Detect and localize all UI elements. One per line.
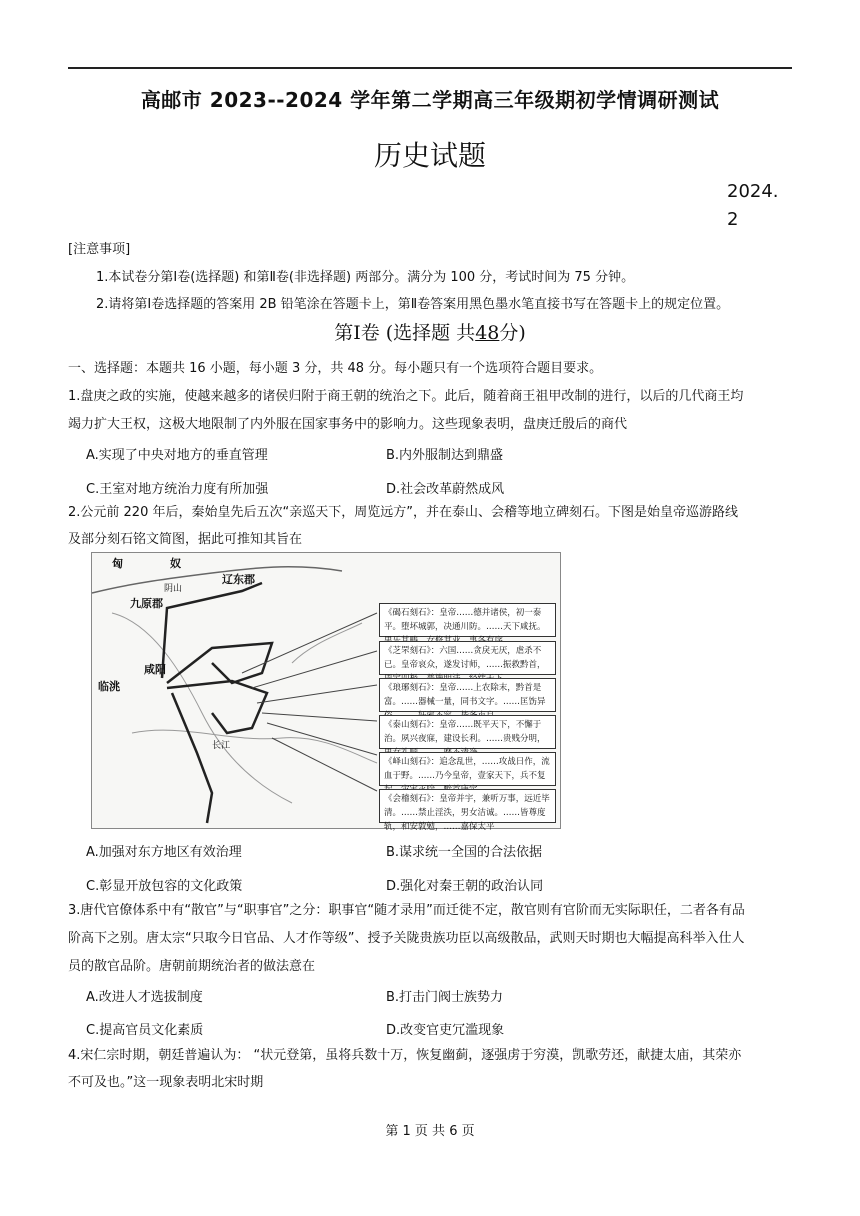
section-suffix: 分) bbox=[499, 322, 526, 344]
q3-option-a: A.改进人才选拔制度 bbox=[86, 990, 203, 1005]
map-label-lintao: 临洮 bbox=[98, 680, 120, 693]
q1-option-d: D.社会改革蔚然成风 bbox=[386, 482, 505, 497]
q3-line2: 阶高下之别。唐太宗“只取今日官品、人才作等级”、授予关陇贵族功臣以高级散品，武则天时期也大幅提高科举入仕人 bbox=[68, 931, 745, 946]
tour-route-map-figure bbox=[91, 552, 561, 832]
q4-line1: 4.宋仁宗时期，朝廷普遍认为： “状元登第，虽将兵数十万，恢复幽蓟，逐强虏于穷漠，凯歌劳还，献捷太庙，其荣亦 bbox=[68, 1048, 742, 1063]
inscription-langya: 《琅琊刻石》：皇帝……上农除末，黔首是富。……器械一量，同书文字。……匡饬异 bbox=[379, 678, 556, 712]
great-wall-line bbox=[92, 567, 342, 593]
instructions: 一、选择题：本题共 16 小题，每小题 3 分，共 48 分。每小题只有一个选项符合题目要求。 bbox=[68, 361, 603, 376]
route-southwest bbox=[172, 693, 212, 823]
map-label-jiuyuan: 九原郡 bbox=[130, 597, 163, 610]
map-label-xiong: 匈 bbox=[112, 557, 123, 570]
q2-option-b: B.谋求统一全国的合法依据 bbox=[386, 845, 543, 860]
map-label-liaodong: 辽东郡 bbox=[222, 573, 255, 586]
subject-title: 历史试题 bbox=[373, 139, 486, 172]
route-south bbox=[167, 681, 267, 733]
q3-option-b: B.打击门阀士族势力 bbox=[386, 990, 504, 1005]
q1-line1: 1.盘庚之政的实施，使越来越多的诸侯归附于商王朝的统治之下。此后，随着商王祖甲改制的进行，以后的几代商王均 bbox=[68, 389, 744, 404]
q3-option-d: D.改变官吏冗滥现象 bbox=[386, 1023, 505, 1038]
q3-line1: 3.唐代官僚体系中有“散官”与“职事官”之分：职事官“随才录用”而迁徙不定，散官则有官阶而无实际职任，二者各有品 bbox=[68, 903, 745, 918]
q1-option-c: C.王室对地方统治力度有所加强 bbox=[86, 482, 269, 497]
q3-option-c: C.提高官员文化素质 bbox=[86, 1023, 204, 1038]
section-prefix: 第Ⅰ卷 (选择题 共 bbox=[334, 322, 476, 344]
q2-line2: 及部分刻石铭文简图，据此可推知其旨在 bbox=[68, 532, 303, 547]
river-line bbox=[112, 613, 292, 803]
exam-title: 高邮市 2023--2024 学年第二学期高三年级期初学情调研测试 bbox=[140, 88, 720, 112]
q1-line2: 竭力扩大王权，这极大地限制了内外服在国家事务中的影响力。这些现象表明，盘庚迁殷后的商代 bbox=[68, 417, 628, 432]
inscription-kuaiji: 《会稽刻石》：皇帝并宇，兼听万事，远近毕清。……禁止淫泆，男女洁诚。……皆尊度轨，和安敦勉，……嘉保太平 bbox=[379, 789, 556, 823]
inscription-zhifu: 《芝罘刻石》：六国……贪戾无厌，虐杀不已。皇帝哀众，遂发讨师，……振救黔首， bbox=[379, 641, 556, 675]
q1-option-a: A.实现了中央对地方的垂直管理 bbox=[86, 448, 268, 463]
pointer-lines bbox=[242, 613, 377, 791]
map-label-xianyang: 咸阳 bbox=[144, 663, 166, 676]
map-label-nu: 奴 bbox=[170, 557, 181, 570]
q1-option-b: B.内外服制达到鼎盛 bbox=[386, 448, 504, 463]
inscription-yishan: 《峄山刻石》：追念乱世，……攻战日作，流血于野。……乃今皇帝，壹家天下，兵不复 bbox=[379, 752, 556, 786]
map-label-changjiang: 长江 bbox=[212, 741, 231, 751]
q2-line1: 2.公元前 220 年后，秦始皇先后五次“亲巡天下，周览远方”，并在泰山、会稽等地立碑刻石。下图是始皇帝巡游路线 bbox=[68, 505, 738, 520]
section-score: 48 bbox=[475, 322, 500, 344]
q2-option-c: C.彰显开放包容的文化政策 bbox=[86, 879, 243, 894]
q2-option-d: D.强化对秦王朝的政治认同 bbox=[386, 879, 544, 894]
inscription-jieshi: 《碣石刻石》：皇帝……德并诸侯，初一泰平。堕坏城郭，决通川防。……天下咸抚。 bbox=[379, 603, 556, 637]
route-east bbox=[167, 643, 272, 683]
header-rule bbox=[68, 67, 792, 69]
page-footer: 第 1 页 共 6 页 bbox=[385, 1124, 475, 1139]
date-line2: 2 bbox=[727, 209, 739, 230]
coastline bbox=[292, 623, 362, 663]
q3-line3: 员的散官品阶。唐朝前期统治者的做法意在 bbox=[68, 959, 316, 974]
notes-heading: [注意事项] bbox=[68, 242, 131, 257]
inscription-taishan: 《泰山刻石》：皇帝……既平天下，不懈于治。夙兴夜寐，建设长利。……贵贱分明， bbox=[379, 715, 556, 749]
map-label-yinshan: 阴山 bbox=[164, 584, 183, 594]
note-2: 2.请将第Ⅰ卷选择题的答案用 2B 铅笔涂在答题卡上，第Ⅱ卷答案用黑色墨水笔直接书写在答题卡上的规定位置。 bbox=[96, 297, 730, 312]
exam-date bbox=[727, 178, 787, 234]
q2-option-a: A.加强对东方地区有效治理 bbox=[86, 845, 242, 860]
note-1: 1.本试卷分第Ⅰ卷(选择题) 和第Ⅱ卷(非选择题) 两部分。满分为 100 分，考试时间为 75 分钟。 bbox=[96, 270, 635, 285]
section-heading bbox=[0, 318, 860, 345]
river-line-2 bbox=[132, 730, 377, 763]
date-line1: 2024. bbox=[727, 181, 779, 202]
q4-line2: 不可及也。”这一现象表明北宋时期 bbox=[68, 1075, 264, 1090]
